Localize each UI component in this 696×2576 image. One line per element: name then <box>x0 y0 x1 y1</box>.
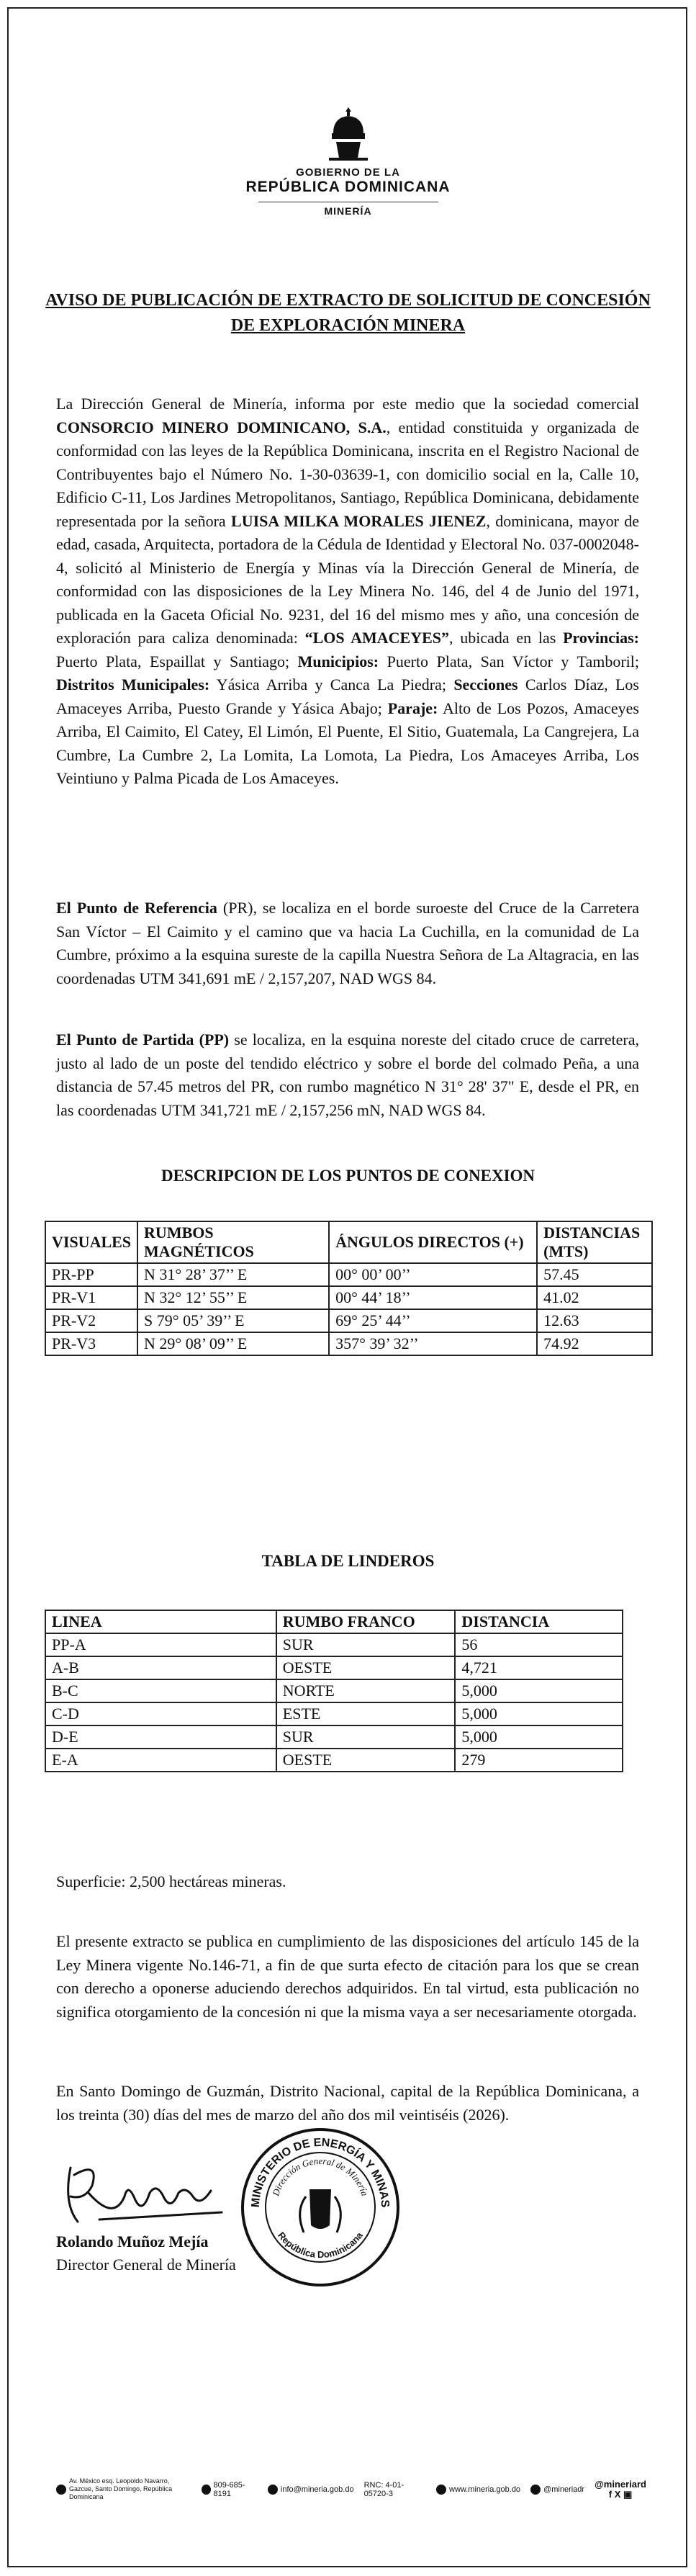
table-row <box>45 1702 623 1725</box>
table-row <box>45 1263 652 1286</box>
footer-social-brand: @mineriard f X ▣ <box>595 2478 646 2500</box>
table-cell: 69° 25’ 44’’ <box>329 1309 537 1332</box>
table-header-cell: ÁNGULOS DIRECTOS (+) <box>329 1221 537 1263</box>
table-cell: N 32° 12’ 55’’ E <box>137 1286 329 1309</box>
table-cell: PP-A <box>45 1633 276 1656</box>
table-row <box>45 1633 623 1656</box>
table-cell: 5,000 <box>455 1702 623 1725</box>
table-cell: OESTE <box>276 1656 456 1679</box>
government-label: GOBIERNO DE LA <box>296 166 400 179</box>
footer-contact-bar <box>56 2477 646 2501</box>
table-header-cell: VISUALES <box>45 1221 137 1263</box>
footer-website[interactable]: www.mineria.gob.do <box>436 2485 520 2495</box>
table-cell: N 29° 08’ 09’’ E <box>137 1332 329 1355</box>
notice-title: AVISO DE PUBLICACIÓN DE EXTRACTO DE SOLICITUD DE CONCESIÓN DE EXPLORACIÓN MINERA <box>45 291 651 335</box>
svg-text:Dirección General de Minería: Dirección General de Minería <box>270 2155 371 2198</box>
table-row <box>45 1725 623 1749</box>
instagram-icon <box>530 2485 541 2495</box>
table-cell: D-E <box>45 1725 276 1749</box>
reference-point-paragraph: El Punto de Referencia (PR), se localiza en el borde suroeste del Cruce de la Carretera San Víctor – El Caimito y el camino que va hacia La Cuchilla, en la comunidad de La Cumbre, próximo a la esquina sureste de la capilla Nuestra Señora de La Altagracia, en las coordenadas UTM 341,691 mE / 2,157,207, NAD WGS 84. <box>56 899 639 987</box>
table-cell: A-B <box>45 1656 276 1679</box>
table-cell: 4,721 <box>455 1656 623 1679</box>
table-cell: NORTE <box>276 1679 456 1702</box>
letterhead <box>0 104 696 217</box>
table-cell: PR-V2 <box>45 1309 137 1332</box>
starting-point-paragraph: El Punto de Partida (PP) se localiza, en la esquina noreste del citado cruce de carretera, justo al lado de un poste del tendido eléctrico y sobre el borde del colmado Peña, a una distancia de 57.45 metros del PR, con rumbo magnético N 31° 28' 37" E, desde el PR, en las coordenadas UTM 341,721 mE / 2,157,256 mN, NAD WGS 84. <box>56 1031 639 1119</box>
date-place-paragraph: En Santo Domingo de Guzmán, Distrito Nacional, capital de la República Dominicana, a los treinta (30) días del mes de marzo del año dos mil veintiséis (2026). <box>56 2082 639 2124</box>
handwritten-signature <box>56 2153 229 2232</box>
table-cell: 357° 39’ 32’’ <box>329 1332 537 1355</box>
table-cell: PR-V3 <box>45 1332 137 1355</box>
table-cell: C-D <box>45 1702 276 1725</box>
table-cell: PR-V1 <box>45 1286 137 1309</box>
ministry-label: MINERÍA <box>324 205 372 217</box>
table-row <box>45 1679 623 1702</box>
table-cell: SUR <box>276 1633 456 1656</box>
table-header-row <box>45 1221 652 1263</box>
coat-of-arms-icon <box>326 104 371 162</box>
boundaries-table-title: TABLA DE LINDEROS <box>261 1552 435 1570</box>
table-cell: OESTE <box>276 1749 456 1772</box>
legal-notice-paragraph: El presente extracto se publica en cumplimiento de las disposiciones del artículo 145 de la Ley Minera vigente No.146-71, a fin de que surta efecto de citación para los que se crean con derecho a oponerse aduciendo derechos adquiridos. En tal virtud, esta publicación no significa otorgamiento de la concesión ni que la misma vaya a ser necesariamente otorgada. <box>56 1932 639 2021</box>
social-icons: f X ▣ <box>608 2488 633 2500</box>
table-cell: ESTE <box>276 1702 456 1725</box>
connection-table-title: DESCRIPCION DE LOS PUNTOS DE CONEXION <box>161 1167 535 1185</box>
table-row <box>45 1286 652 1309</box>
table-cell: SUR <box>276 1725 456 1749</box>
table-cell: 74.92 <box>537 1332 652 1355</box>
country-label: REPÚBLICA DOMINICANA <box>245 179 451 195</box>
table-cell: PR-PP <box>45 1263 137 1286</box>
table-cell: 12.63 <box>537 1309 652 1332</box>
connection-table <box>45 1221 653 1356</box>
boundaries-table <box>45 1610 623 1772</box>
table-cell: 5,000 <box>455 1679 623 1702</box>
footer-social[interactable]: @mineriadr <box>530 2485 584 2495</box>
svg-text:República Dominicana: República Dominicana <box>276 2230 365 2261</box>
globe-icon <box>436 2485 446 2495</box>
table-cell: 57.45 <box>537 1263 652 1286</box>
footer-email[interactable]: info@mineria.gob.do <box>268 2485 354 2495</box>
table-header-cell: DISTANCIA <box>455 1610 623 1633</box>
intro-paragraph: La Dirección General de Minería, informa por este medio que la sociedad comercial CONSORCIO MINERO DOMINICANO, S.A., entidad constituida y organizada de conformidad con las leyes de la República Dominicana, inscrita en el Registro Nacional de Contribuyentes bajo el Número No. 1-30-03639-1, con domicilio social en la, Calle 10, Edificio C-11, Los Jardines Metropolitanos, Santiago, República Dominicana, debidamente representada por la señora LUISA MILKA MORALES JIENEZ, dominicana, mayor de edad, casada, Arquitecta, portadora de la Cédula de Identidad y Electoral No. 037-0002048-4, solicitó al Ministerio de Energía y Minas vía la Dirección General de Minería, de conformidad con las disposiciones de la Ley Minera No. 146, del 4 de Junio del 1971, publicada en la Gaceta Oficial No. 9231, del 16 del mismo mes y año, una concesión de exploración para caliza denominada: “LOS AMACEYES”, ubicada en las Provincias: Puerto Plata, Espaillat y Santiago; Municipios: Puerto Plata, San Víctor y Tamboril; Distritos Municipales: Yásica Arriba y Canca La Piedra; Secciones Carlos Díaz, Los Amaceyes Arriba, Puesto Grande y Yásica Abajo; Paraje: Alto de Los Pozos, Amaceyes Arriba, El Caimito, El Catey, El Limón, El Puente, El Sitio, Guatemala, La Cangrejera, La Cumbre, La Cumbre 2, La Lomita, La Lomota, La Piedra, Los Amaceyes Arriba, Los Veintiuno y Palma Picada de Los Amaceyes. <box>56 395 639 787</box>
table-header-cell: RUMBO FRANCO <box>276 1610 456 1633</box>
table-cell: E-A <box>45 1749 276 1772</box>
surface-area-text: Superficie: 2,500 hectáreas mineras. <box>56 1872 286 1890</box>
table-row <box>45 1656 623 1679</box>
phone-icon <box>202 2485 211 2495</box>
email-icon <box>268 2485 278 2495</box>
table-header-cell: RUMBOS MAGNÉTICOS <box>137 1221 329 1263</box>
svg-text:MINISTERIO DE ENERGÍA Y MINAS: MINISTERIO DE ENERGÍA Y MINAS <box>249 2136 392 2208</box>
location-pin-icon <box>56 2485 66 2495</box>
table-header-cell: LINEA <box>45 1610 276 1633</box>
table-cell: 56 <box>455 1633 623 1656</box>
footer-phone[interactable]: 809-685-8191 <box>202 2481 258 2498</box>
table-header-row <box>45 1610 623 1633</box>
table-row <box>45 1749 623 1772</box>
footer-address: Av. México esq. Leopoldo Navarro, Gazcue, Santo Domingo, República Dominicana <box>56 2477 191 2501</box>
signatory-name: Rolando Muñoz Mejía <box>56 2232 209 2250</box>
table-cell: 00° 00’ 00’’ <box>329 1263 537 1286</box>
signatory-title: Director General de Minería <box>56 2256 236 2274</box>
table-cell: S 79° 05’ 39’’ E <box>137 1309 329 1332</box>
official-seal-stamp <box>238 2124 403 2290</box>
table-cell: 279 <box>455 1749 623 1772</box>
table-cell: B-C <box>45 1679 276 1702</box>
footer-rnc: RNC: 4-01-05720-3 <box>363 2480 405 2498</box>
table-cell: 41.02 <box>537 1286 652 1309</box>
table-header-cell: DISTANCIAS (MTS) <box>537 1221 652 1263</box>
table-row <box>45 1332 652 1355</box>
table-cell: 00° 44’ 18’’ <box>329 1286 537 1309</box>
table-cell: N 31° 28’ 37’’ E <box>137 1263 329 1286</box>
table-row <box>45 1309 652 1332</box>
table-cell: 5,000 <box>455 1725 623 1749</box>
